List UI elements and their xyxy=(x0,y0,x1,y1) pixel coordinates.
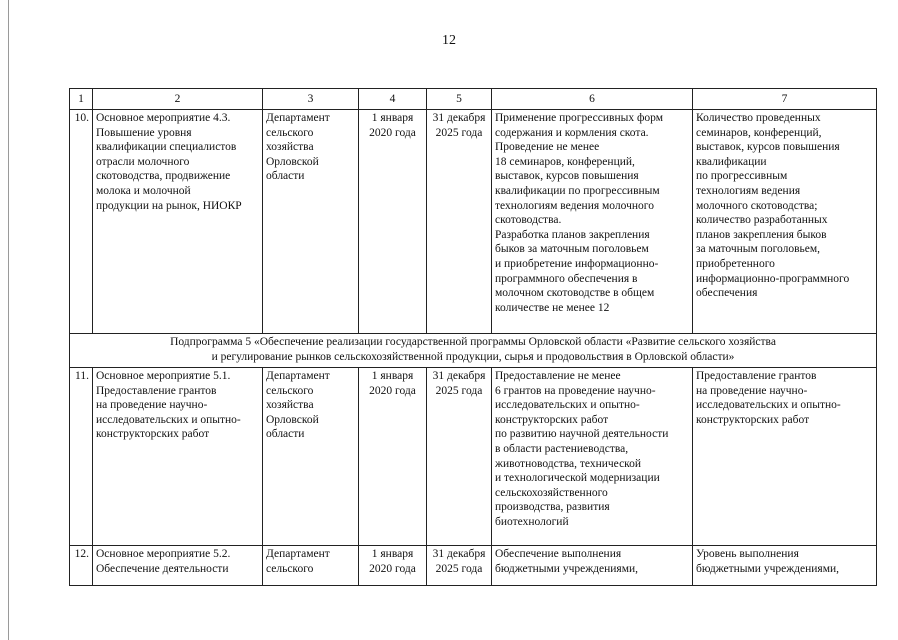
cell-text-line: сельского xyxy=(266,384,314,397)
cell-text-line: обеспечения xyxy=(696,287,758,300)
cell-text-line: сельскохозяйственного xyxy=(495,486,608,499)
cell-text-line: в области растениеводства, xyxy=(495,442,629,455)
cell-text-line: Департамент xyxy=(266,370,330,382)
cell-text-line: Обеспечение деятельности xyxy=(96,562,229,575)
cell-text-line: хозяйства xyxy=(266,141,314,154)
executor-cell xyxy=(263,368,359,546)
cell-text-line: 31 декабря xyxy=(432,370,486,382)
cell-text-line: планов закрепления быков xyxy=(696,228,827,241)
cell-text-line: Орловской xyxy=(266,413,319,426)
cell-text-line: молочном скотоводстве в общем xyxy=(495,287,655,300)
end-date-cell xyxy=(427,110,492,334)
cell-text-line: Повышение уровня xyxy=(96,126,192,139)
event-cell xyxy=(93,546,263,586)
column-number: 5 xyxy=(427,89,492,110)
cell-text-line: 18 семинаров, конференций, xyxy=(495,155,635,168)
cell-text-line: Основное мероприятие 5.1. xyxy=(96,370,231,382)
cell-text-line: Применение прогрессивных форм xyxy=(495,112,664,124)
cell-text-line: содержания и кормления скота. xyxy=(495,126,649,139)
cell-text-line: отрасли молочного xyxy=(96,155,190,168)
cell-text-line: Основное мероприятие 5.2. xyxy=(96,548,231,560)
cell-text-line: квалификации по прогрессивным xyxy=(495,184,660,197)
cell-text-line: производства, развития xyxy=(495,501,610,514)
cell-text-line: Предоставление не менее xyxy=(495,370,621,382)
cell-text-line: Проведение не менее xyxy=(495,141,600,154)
start-date-cell xyxy=(359,368,427,546)
row-number: 12. xyxy=(70,546,93,586)
cell-text-line: Обеспечение выполнения xyxy=(495,548,622,560)
cell-text-line: выставок, курсов повышения xyxy=(696,141,840,154)
indicator-cell xyxy=(693,110,877,334)
column-number: 1 xyxy=(70,89,93,110)
column-number-row xyxy=(70,89,877,110)
cell-text-line: 2025 года xyxy=(435,126,483,139)
column-number: 6 xyxy=(492,89,693,110)
cell-text-line: выставок, курсов повышения xyxy=(495,170,639,183)
cell-text-line: 31 декабря xyxy=(432,112,486,124)
cell-text-line: молочного скотоводства; xyxy=(696,199,818,212)
end-date-cell xyxy=(427,368,492,546)
column-number: 7 xyxy=(693,89,877,110)
cell-text-line: 2020 года xyxy=(369,562,416,575)
cell-text-line: 2020 года xyxy=(369,384,416,397)
cell-text-line: Департамент xyxy=(266,112,330,124)
expected-result-cell xyxy=(492,368,693,546)
start-date-cell xyxy=(359,110,427,334)
subprogram-heading xyxy=(70,334,877,368)
cell-text-line: 2025 года xyxy=(435,562,483,575)
cell-text-line: продукции на рынок, НИОКР xyxy=(96,199,242,212)
row-number: 11. xyxy=(70,368,93,546)
cell-text-line: технологиям ведения xyxy=(696,184,801,197)
cell-text-line: по развитию научной деятельности xyxy=(495,428,669,441)
cell-text-line: исследовательских и опытно- xyxy=(495,399,640,412)
cell-text-line: быков за маточным поголовьем xyxy=(495,243,649,256)
cell-text-line: Разработка планов закрепления xyxy=(495,228,650,241)
cell-text-line: Предоставление грантов xyxy=(696,370,817,382)
cell-text-line: Предоставление грантов xyxy=(96,384,217,397)
event-cell xyxy=(93,110,263,334)
cell-text-line: Департамент xyxy=(266,548,330,560)
table-row xyxy=(70,110,877,334)
cell-text-line: квалификации специалистов xyxy=(96,141,237,154)
cell-text-line: скотоводства, продвижение xyxy=(96,170,231,183)
cell-text-line: и технологической модернизации xyxy=(495,472,660,485)
subprogram-row xyxy=(70,334,877,368)
cell-text-line: конструкторских работ xyxy=(96,428,210,441)
row-number: 10. xyxy=(70,110,93,334)
cell-text-line: Количество проведенных xyxy=(696,112,821,124)
cell-text-line: области xyxy=(266,428,305,441)
expected-result-cell xyxy=(492,110,693,334)
cell-text-line: исследовательских и опытно- xyxy=(696,399,841,412)
cell-text-line: Подпрограмма 5 «Обеспечение реализации государственной программы Орловской области «Развитие сельского хозяйства xyxy=(170,336,776,348)
cell-text-line: 1 января xyxy=(371,548,414,560)
column-number: 2 xyxy=(93,89,263,110)
column-number: 4 xyxy=(359,89,427,110)
cell-text-line: бюджетными учреждениями, xyxy=(495,562,639,575)
cell-text-line: на проведение научно- xyxy=(96,399,208,412)
cell-text-line: 2020 года xyxy=(369,126,416,139)
page-left-edge xyxy=(8,0,9,640)
cell-text-line: по прогрессивным xyxy=(696,170,788,183)
cell-text-line: конструкторских работ xyxy=(495,413,609,426)
table-row xyxy=(70,546,877,586)
cell-text-line: конструкторских работ xyxy=(696,413,810,426)
cell-text-line: на проведение научно- xyxy=(696,384,808,397)
cell-text-line: приобретенного xyxy=(696,257,775,270)
table-row xyxy=(70,368,877,546)
cell-text-line: за маточным поголовьем, xyxy=(696,243,821,256)
indicator-cell xyxy=(693,546,877,586)
cell-text-line: и регулирование рынков сельскохозяйственной продукции, сырья и продовольствия в Орловской области» xyxy=(211,351,735,363)
cell-text-line: количество разработанных xyxy=(696,214,828,227)
column-number: 3 xyxy=(263,89,359,110)
indicator-cell xyxy=(693,368,877,546)
executor-cell xyxy=(263,110,359,334)
cell-text-line: информационно-программного xyxy=(696,272,850,285)
cell-text-line: скотоводства. xyxy=(495,214,562,227)
measures-table xyxy=(69,88,877,586)
cell-text-line: хозяйства xyxy=(266,399,314,412)
cell-text-line: семинаров, конференций, xyxy=(696,126,822,139)
cell-text-line: животноводства, технической xyxy=(495,457,642,470)
cell-text-line: сельского xyxy=(266,126,314,139)
cell-text-line: Основное мероприятие 4.3. xyxy=(96,112,231,124)
expected-result-cell xyxy=(492,546,693,586)
cell-text-line: сельского xyxy=(266,562,314,575)
cell-text-line: молока и молочной xyxy=(96,184,191,197)
cell-text-line: 31 декабря xyxy=(432,548,486,560)
executor-cell xyxy=(263,546,359,586)
cell-text-line: бюджетными учреждениями, xyxy=(696,562,840,575)
cell-text-line: Орловской xyxy=(266,155,319,168)
start-date-cell xyxy=(359,546,427,586)
cell-text-line: количестве не менее 12 xyxy=(495,301,610,314)
cell-text-line: 1 января xyxy=(371,370,414,382)
event-cell xyxy=(93,368,263,546)
cell-text-line: исследовательских и опытно- xyxy=(96,413,241,426)
cell-text-line: 1 января xyxy=(371,112,414,124)
cell-text-line: квалификации xyxy=(696,155,767,168)
cell-text-line: 6 грантов на проведение научно- xyxy=(495,384,656,397)
cell-text-line: области xyxy=(266,170,305,183)
cell-text-line: 2025 года xyxy=(435,384,483,397)
cell-text-line: технологиям ведения молочного xyxy=(495,199,654,212)
end-date-cell xyxy=(427,546,492,586)
cell-text-line: Уровень выполнения xyxy=(696,548,799,560)
cell-text-line: программного обеспечения в xyxy=(495,272,638,285)
cell-text-line: и приобретение информационно- xyxy=(495,257,659,270)
cell-text-line: биотехнологий xyxy=(495,515,569,528)
page-number: 12 xyxy=(442,33,456,48)
